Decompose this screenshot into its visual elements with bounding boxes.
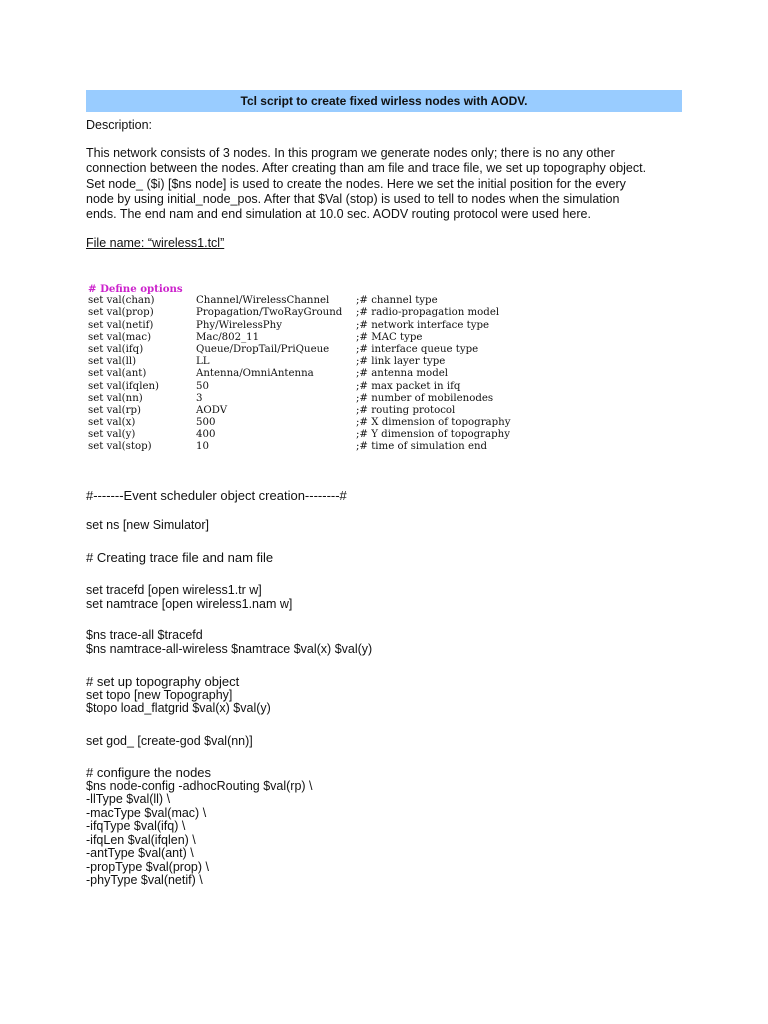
code-comment: ;# number of mobilenodes — [356, 392, 494, 404]
config-line: -macType $val(mac) \ — [86, 805, 207, 820]
code-row — [88, 356, 510, 368]
topography-block — [86, 675, 271, 716]
define-options-code — [88, 283, 510, 454]
code-value: LL — [196, 356, 210, 368]
code-value: Phy/WirelessPhy — [196, 319, 282, 331]
scheduler-comment-text: #-------Event scheduler object creation--------# — [86, 488, 347, 503]
namtrace-all-line: $ns namtrace-all-wireless $namtrace $val(x) $val(y) — [86, 641, 373, 656]
code-comment: ;# network interface type — [356, 319, 490, 331]
code-header: # Define options — [88, 283, 183, 295]
page-title: Tcl script to create fixed wirless nodes with AODV. — [86, 90, 682, 112]
load-flatgrid-line: $topo load_flatgrid $val(x) $val(y) — [86, 701, 271, 715]
topo-comment-line: # set up topography object — [86, 674, 240, 689]
code-value: 3 — [196, 392, 203, 404]
code-row — [88, 332, 510, 344]
trace-comment — [86, 551, 273, 565]
description-line: ends. The end nam and end simulation at 10.0 sec. AODV routing protocol were used here. — [86, 207, 591, 222]
description-line: This network consists of 3 nodes. In this program we generate nodes only; there is no any other — [86, 146, 615, 161]
description-line: Set node_ ($i) [$ns node] is used to create the nodes. Here we set the initial position for the every — [86, 176, 626, 191]
code-comment: ;# Y dimension of topography — [356, 429, 510, 441]
code-variable: set val(nn) — [88, 392, 143, 404]
scheduler-comment — [86, 489, 347, 503]
code-comment: ;# max packet in ifq — [356, 380, 461, 392]
code-variable: set val(prop) — [88, 307, 154, 319]
config-comment-line: # configure the nodes — [86, 765, 212, 780]
code-comment: ;# radio-propagation model — [356, 307, 500, 319]
code-comment: ;# X dimension of topography — [356, 417, 511, 429]
code-row — [88, 295, 510, 307]
code-value: Queue/DropTail/PriQueue — [196, 343, 330, 355]
set-ns-text: set ns [new Simulator] — [86, 518, 209, 532]
god-line: set god_ [create-god $val(nn)] — [86, 734, 253, 748]
code-value: Mac/802_11 — [196, 331, 260, 343]
config-line: -llType $val(ll) \ — [86, 792, 171, 806]
code-row — [88, 320, 510, 332]
code-value: Propagation/TwoRayGround — [196, 307, 343, 319]
description-label: Description: — [86, 118, 152, 132]
code-comment: ;# routing protocol — [356, 404, 456, 416]
trace-all-block — [86, 629, 372, 656]
document-page — [86, 90, 682, 251]
code-row — [88, 417, 510, 429]
code-comment: ;# MAC type — [356, 331, 423, 343]
config-line: -ifqLen $val(ifqlen) \ — [86, 832, 196, 847]
description-line: connection between the nodes. After creating than am file and trace file, we set up topography object. — [86, 161, 647, 176]
code-variable: set val(ifq) — [88, 343, 144, 355]
code-row — [88, 393, 510, 405]
code-row — [88, 381, 510, 393]
namtrace-line: set namtrace [open wireless1.nam w] — [86, 596, 293, 611]
code-variable: set val(mac) — [88, 331, 152, 343]
code-row — [88, 307, 510, 319]
code-comment: ;# antenna model — [356, 368, 449, 380]
set-ns-line — [86, 519, 209, 533]
code-variable: set val(x) — [88, 417, 136, 429]
code-comment: ;# link layer type — [356, 356, 446, 368]
trace-all-line: $ns trace-all $tracefd — [86, 628, 203, 642]
code-variable: set val(netif) — [88, 319, 154, 331]
code-variable: set val(ll) — [88, 356, 137, 368]
code-value: 50 — [196, 380, 209, 392]
code-row — [88, 441, 510, 453]
tracefd-line: set tracefd [open wireless1.tr w] — [86, 583, 262, 597]
code-row — [88, 368, 510, 380]
trace-files-block — [86, 584, 292, 611]
description-line: node by using initial_node_pos. After that $Val (stop) is used to tell to nodes when the simulation — [86, 191, 620, 206]
description-paragraph — [86, 146, 682, 222]
config-line: -propType $val(prop) \ — [86, 859, 209, 874]
code-variable: set val(rp) — [88, 404, 142, 416]
code-variable: set val(ifqlen) — [88, 380, 160, 392]
code-value: 500 — [196, 417, 216, 429]
code-value: AODV — [196, 404, 228, 416]
config-line: -antType $val(ant) \ — [86, 846, 194, 860]
code-value: 10 — [196, 441, 209, 453]
configure-nodes-block — [86, 766, 313, 888]
code-comment: ;# time of simulation end — [356, 441, 488, 453]
config-line: -ifqType $val(ifq) \ — [86, 819, 186, 833]
trace-comment-text: # Creating trace file and nam file — [86, 550, 274, 565]
set-topo-line: set topo [new Topography] — [86, 687, 233, 702]
code-comment: ;# channel type — [356, 295, 438, 307]
code-value: Antenna/OmniAntenna — [196, 368, 314, 380]
code-value: 400 — [196, 429, 216, 441]
config-line: $ns node-config -adhocRouting $val(rp) \ — [86, 778, 313, 793]
file-name-link[interactable]: File name: “wireless1.tcl” — [86, 236, 225, 251]
code-comment: ;# interface queue type — [356, 343, 479, 355]
code-row — [88, 344, 510, 356]
god-block — [86, 735, 253, 749]
config-line: -phyType $val(netif) \ — [86, 873, 203, 887]
config-lines — [86, 780, 313, 888]
code-value: Channel/WirelessChannel — [196, 295, 330, 307]
code-variable: set val(y) — [88, 429, 136, 441]
code-variable: set val(stop) — [88, 441, 152, 453]
code-variable: set val(ant) — [88, 368, 147, 380]
code-row — [88, 429, 510, 441]
code-variable: set val(chan) — [88, 295, 155, 307]
code-rows — [88, 295, 510, 453]
code-row — [88, 405, 510, 417]
